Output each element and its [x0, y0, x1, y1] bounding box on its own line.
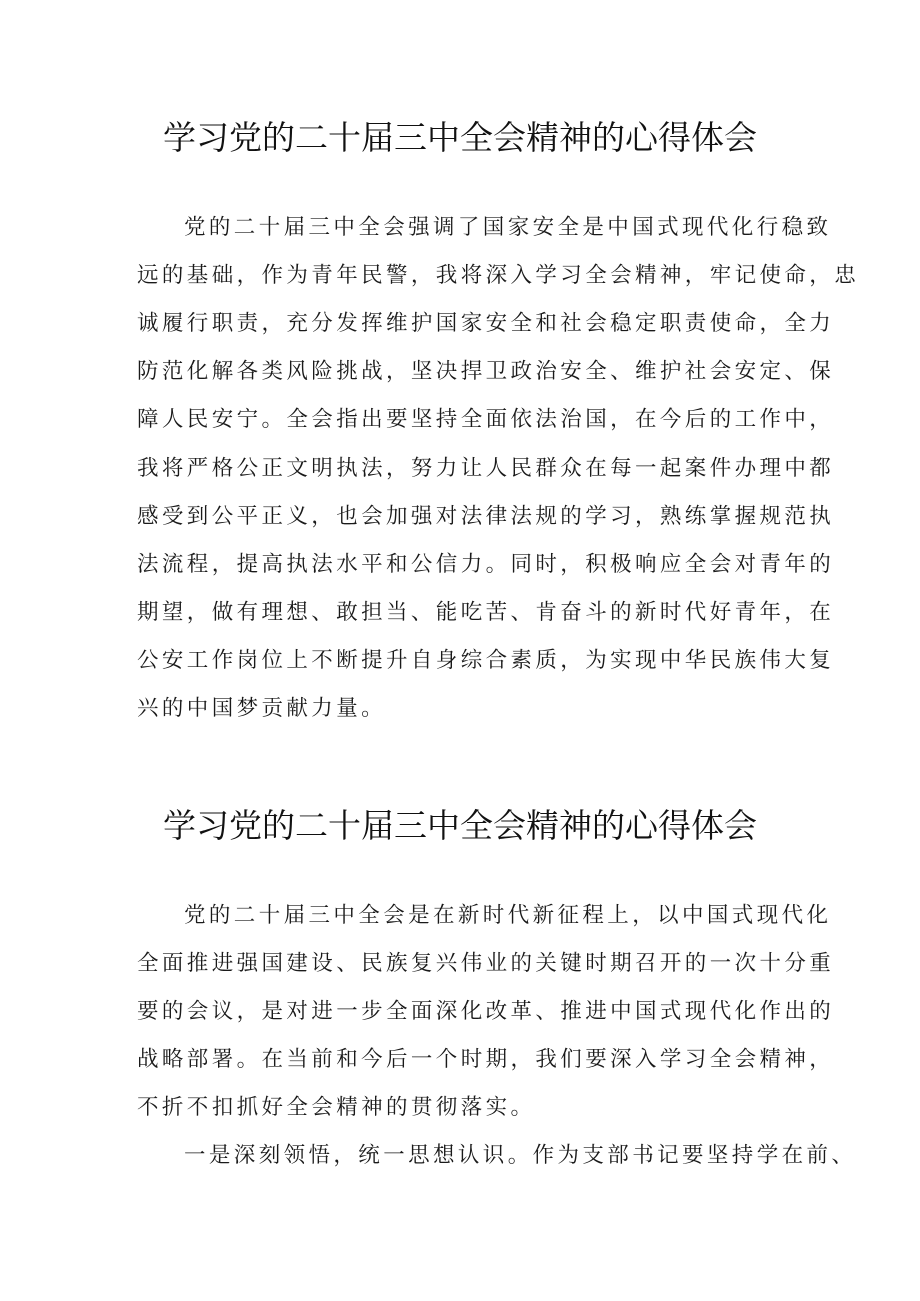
- section-1-line: 远的基础，作为青年民警，我将深入学习全会精神，牢记使命，忠: [137, 263, 860, 288]
- section-2-line: 不折不扣抓好全会精神的贯彻落实。: [137, 1095, 536, 1120]
- section-2-line: 全面推进强国建设、民族复兴伟业的关键时期召开的一次十分重: [137, 951, 835, 976]
- section-2-title: 学习党的二十届三中全会精神的心得体会: [163, 806, 757, 845]
- section-2-line: 要的会议，是对进一步全面深化改革、推进中国式现代化作出的: [137, 999, 835, 1024]
- section-2-line: 党的二十届三中全会是在新时代新征程上，以中国式现代化: [184, 903, 832, 928]
- section-1-line: 党的二十届三中全会强调了国家安全是中国式现代化行稳致: [184, 215, 832, 240]
- section-1-line: 公安工作岗位上不断提升自身综合素质，为实现中华民族伟大复: [137, 648, 835, 673]
- section-1-line: 感受到公平正义，也会加强对法律法规的学习，熟练掌握规范执: [137, 504, 835, 529]
- section-1-line: 我将严格公正文明执法，努力让人民群众在每一起案件办理中都: [137, 456, 835, 481]
- section-2-line: 战略部署。在当前和今后一个时期，我们要深入学习全会精神，: [137, 1047, 835, 1072]
- section-2-line: 一是深刻领悟，统一思想认识。作为支部书记要坚持学在前、: [184, 1143, 857, 1168]
- section-1-line: 诚履行职责，充分发挥维护国家安全和社会稳定职责使命，全力: [137, 311, 835, 336]
- section-1-line: 法流程，提高执法水平和公信力。同时，积极响应全会对青年的: [137, 552, 835, 577]
- section-1-line: 兴的中国梦贡献力量。: [137, 696, 387, 721]
- section-1-line: 障人民安宁。全会指出要坚持全面依法治国，在今后的工作中，: [137, 407, 835, 432]
- section-1-title: 学习党的二十届三中全会精神的心得体会: [163, 118, 757, 157]
- section-1-line: 期望，做有理想、敢担当、能吃苦、肯奋斗的新时代好青年，在: [137, 600, 835, 625]
- section-1-line: 防范化解各类风险挑战，坚决捍卫政治安全、维护社会安定、保: [137, 359, 835, 384]
